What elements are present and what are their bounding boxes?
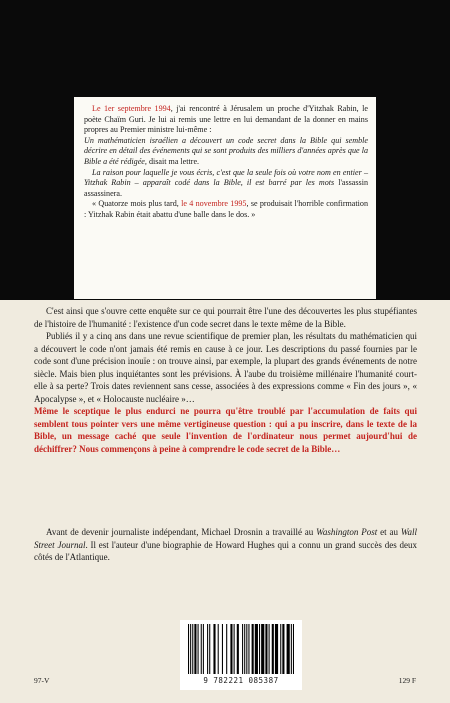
body-paragraph-2: Publiés il y a cinq ans dans une revue scientifique de premier plan, les résultats du mathématicien qui a découvert le code n'ont jamais été remis en cause à ce jour. Les descriptions du passé fournies par le code sont d'une précision inouïe : on trouve ainsi, par exemple, la plupart des grands événements de notre siècle. Mais bien plus inquiétantes sont les prévisions. À l'aube du troisième millénaire l'humanité court-elle à sa perte? Trois dates reviennent sans cesse, associées à des expressions comme « Fin des jours », « Apocalypse », et « Holocauste nucléaire »… — [34, 331, 417, 404]
author-bio — [34, 526, 417, 564]
quote-paragraph-1 — [84, 104, 368, 136]
bio-paragraph — [34, 526, 417, 564]
barcode-bar — [218, 624, 219, 674]
quote-text-1: , j'ai rencontré à Jérusalem un proche d'Yitzhak Rabin, le poète Chaïm Guri. Je lui ai remis une lettre en lui demandant de la donner en mains propres au Premier ministre lui-même : — [84, 104, 368, 135]
barcode-bar — [261, 624, 264, 674]
barcode-bar — [203, 624, 204, 674]
bio-publication-1: Washington Post — [316, 527, 378, 537]
barcode-bar — [252, 624, 254, 674]
price: 129 F — [398, 676, 416, 685]
isbn-number: 9 782221 085387 — [203, 676, 279, 685]
barcode-bar — [230, 624, 232, 674]
barcode-bar — [272, 624, 274, 674]
quote-date-1: Le 1er septembre 1994 — [92, 104, 171, 113]
barcode-bar — [280, 624, 281, 674]
quote-text-4b: , se produisait l'horrible confirmation : Yitzhak Rabin était abattu d'une balle dans le dos. » — [84, 199, 368, 219]
body-paragraph-highlight: Même le sceptique le plus endurci ne pourra qu'être troublé par l'accumulation de faits qui semblent tous pointer vers une même vertigineuse question : qui a pu inscrire, dans le texte de la Bible, un message caché que seule l'invention de l'ordinateur nous permet aujourd'hui de déchiffrer? Nous commençons à peine à comprendre le code secret de la Bible… — [34, 406, 417, 454]
barcode-bar — [194, 624, 196, 674]
barcode-bar — [242, 624, 243, 674]
barcode-bar — [188, 624, 189, 674]
barcode-bar — [248, 624, 249, 674]
bio-text-2: et au — [377, 527, 401, 537]
quote-paragraph-2 — [84, 136, 368, 168]
barcode-bar — [222, 624, 223, 674]
bio-publication-2: Wall Street Journal — [34, 527, 417, 550]
quote-italic-2: Un mathématicien israélien a découvert un code secret dans la Bible qui semble décrire en détail des événements qui se sont produits des milliers d'années après que la Bible a été rédigée, — [84, 135, 368, 166]
barcode-bar — [209, 624, 210, 674]
barcode-bar — [282, 624, 284, 674]
barcode-bar — [234, 624, 235, 674]
barcode-bar — [246, 624, 247, 674]
barcode-bar — [190, 624, 191, 674]
barcode-bar — [255, 624, 258, 674]
barcode — [180, 620, 302, 690]
barcode-bar — [287, 624, 290, 674]
barcode-bar — [265, 624, 267, 674]
body-paragraph-1: C'est ainsi que s'ouvre cette enquête sur ce qui pourrait être l'une des découvertes les plus stupéfiantes de l'histoire de l'humanité : l'existence d'un code secret dans le texte même de la Bible. — [34, 306, 417, 329]
barcode-bar — [293, 624, 294, 674]
barcode-bar — [213, 624, 215, 674]
barcode-bar — [207, 624, 208, 674]
quote-text-4a: « Quatorze mois plus tard, — [92, 199, 182, 209]
barcode-bar — [275, 624, 278, 674]
barcode-bars — [180, 620, 302, 676]
barcode-bar — [244, 624, 245, 674]
barcode-bar — [269, 624, 270, 674]
barcode-bar — [201, 624, 202, 674]
barcode-bar — [237, 624, 239, 674]
bio-text-1: Avant de devenir journaliste indépendant, Michael Drosnin a travaillé au — [46, 527, 317, 537]
quote-box — [74, 97, 376, 299]
barcode-bar — [198, 624, 199, 674]
bio-text-3: . Il est l'auteur d'une biographie de Howard Hughes qui a connu un grand succès des deux côtés de l'Atlantique. — [34, 539, 418, 562]
barcode-bar — [226, 624, 227, 674]
quote-date-2: le 4 novembre 1995 — [181, 199, 247, 209]
quote-text-2: disait ma lettre. — [146, 156, 200, 166]
quote-paragraph-3 — [84, 168, 368, 200]
barcode-bar — [291, 624, 292, 674]
quote-text-3: l'assassin assassinera. — [84, 178, 368, 198]
back-cover-text — [34, 305, 417, 455]
quote-paragraph-4 — [84, 199, 368, 220]
barcode-bar — [192, 624, 193, 674]
catalog-code: 97-V — [34, 676, 50, 685]
quote-italic-3: La raison pour laquelle je vous écris, c'est que la seule fois où votre nom en entier – Yitzhak Rabin – apparaît codé dans la Bible, il est barré par les mots — [84, 167, 368, 188]
barcode-bar — [259, 624, 260, 674]
